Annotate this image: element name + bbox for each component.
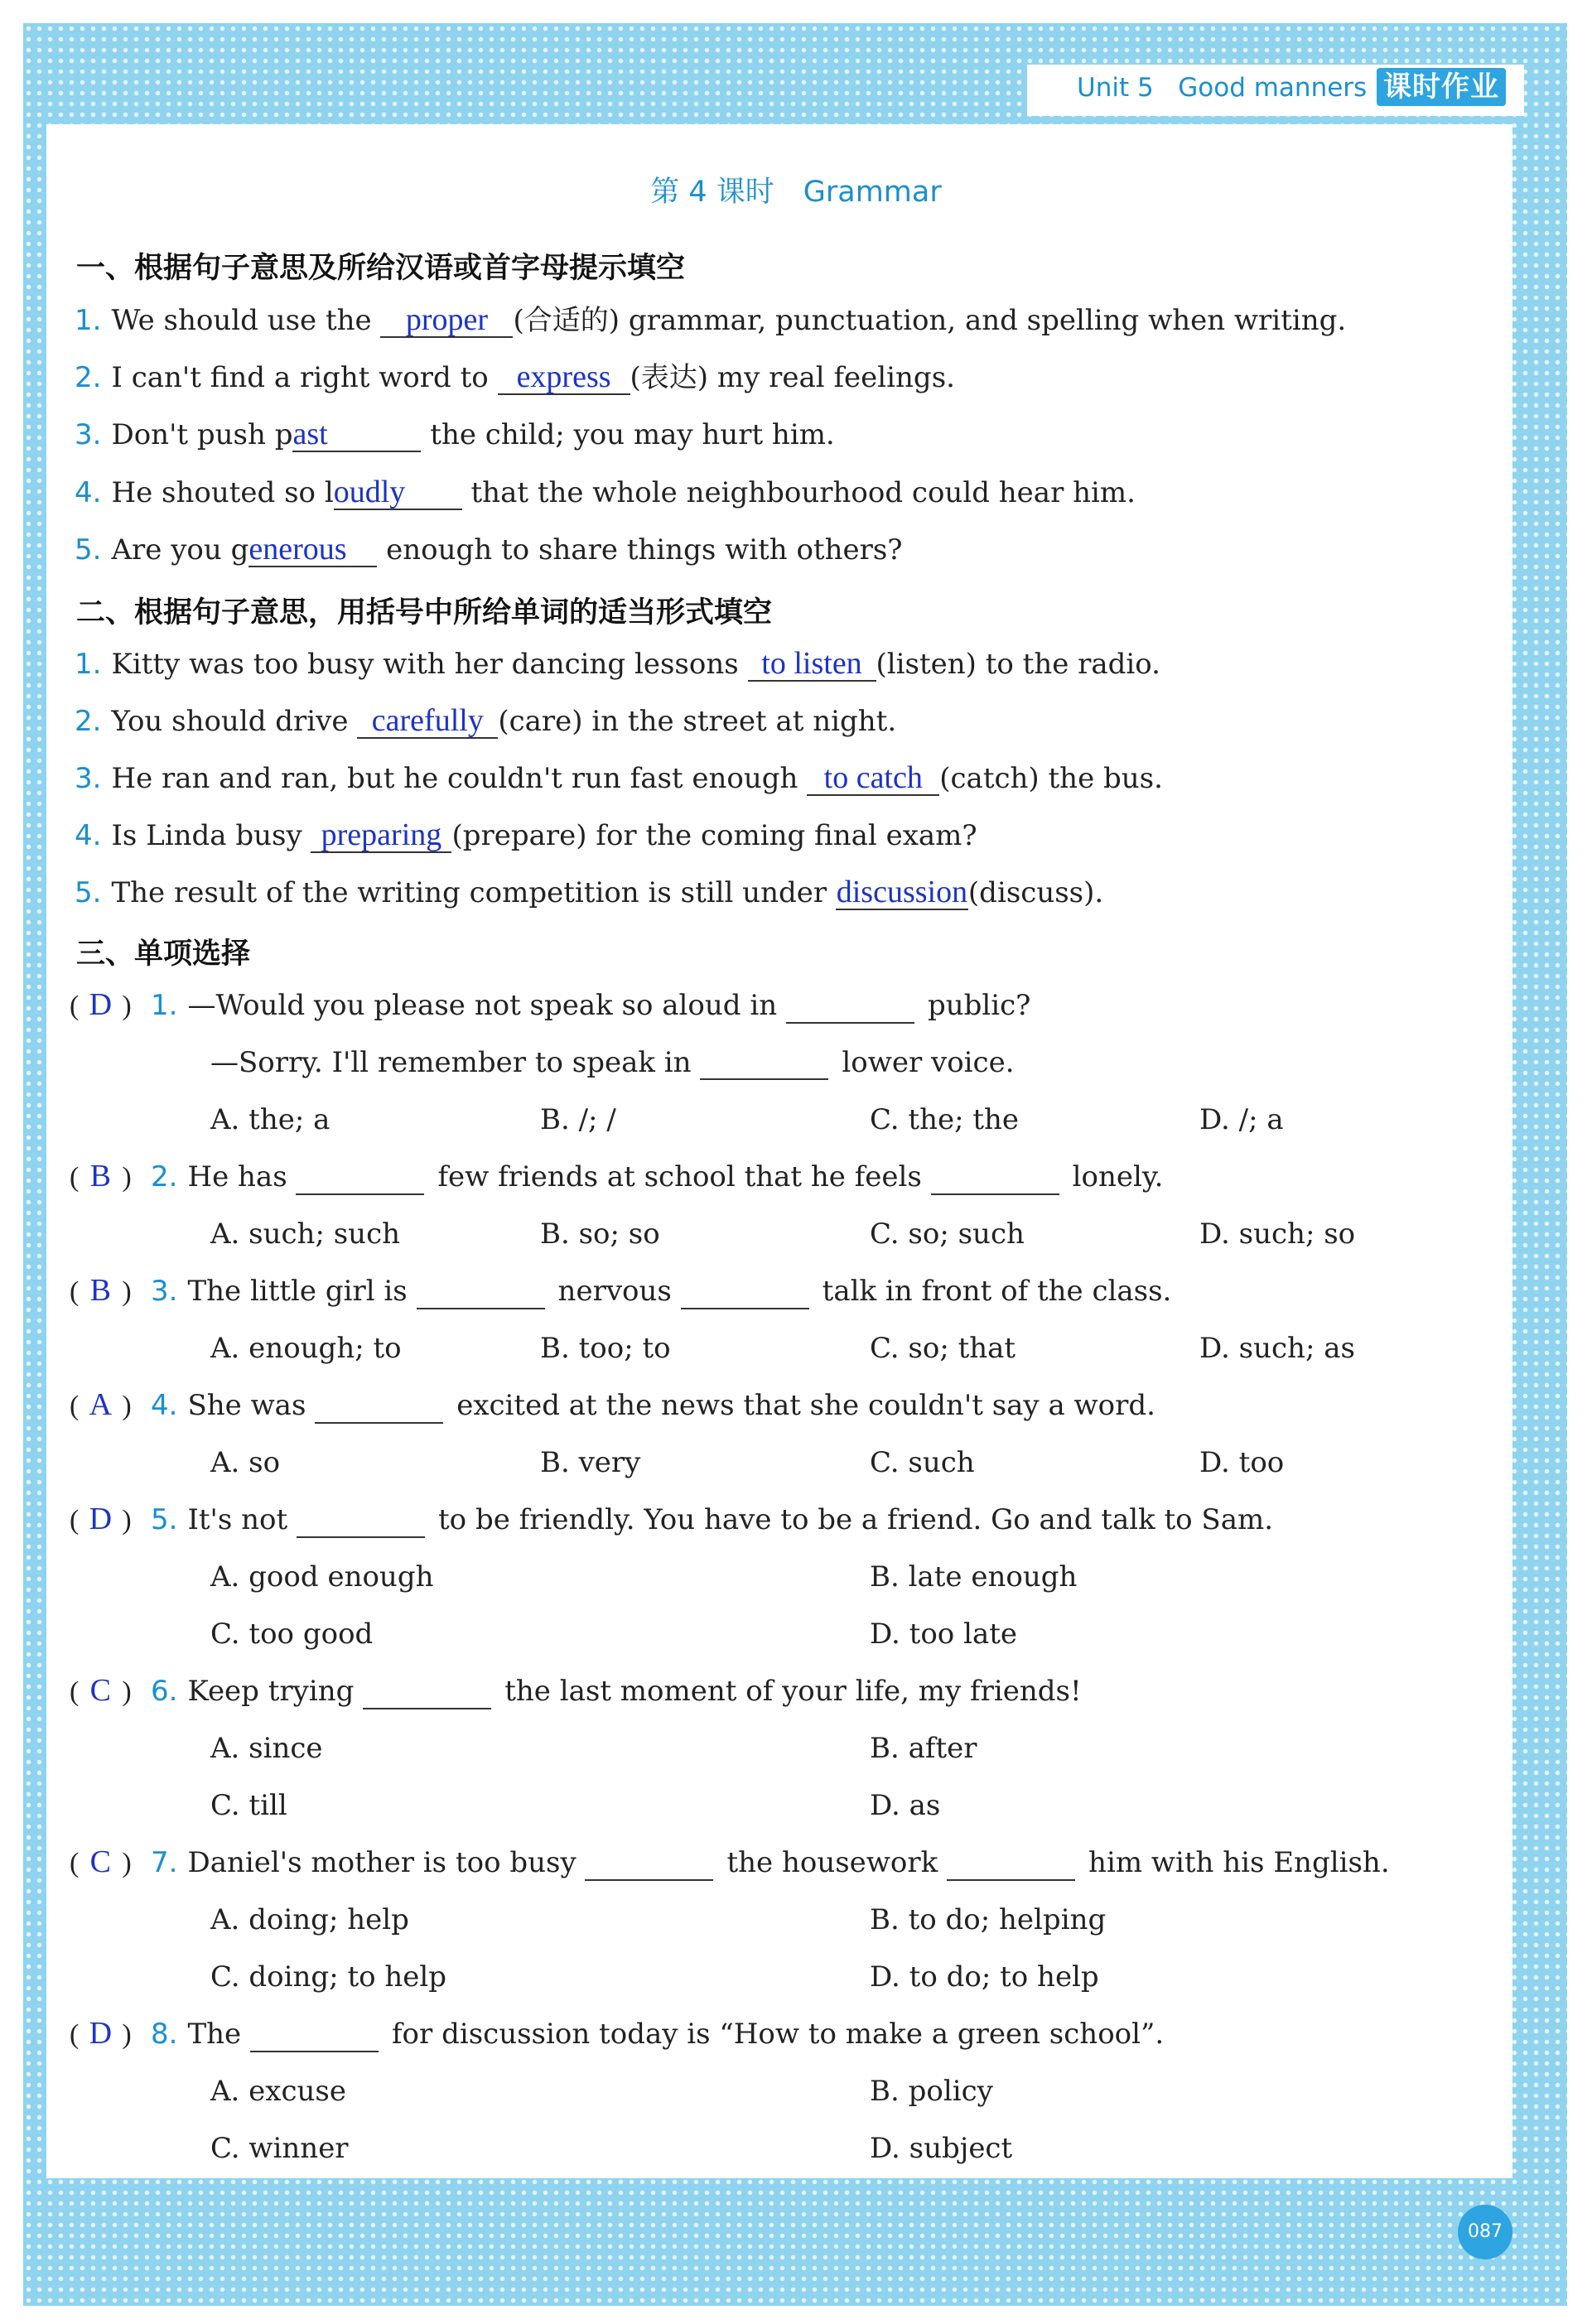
handwritten-answer: to catch	[823, 760, 923, 795]
mcq-question-4	[70, 1388, 1155, 1424]
option-a[interactable]: A. enough; to	[210, 1332, 402, 1365]
answer-blank[interactable]	[700, 1045, 828, 1080]
question-number: 1.	[75, 648, 102, 681]
question-text: We should use the	[111, 304, 381, 337]
question-text: few friends at school that he feels	[437, 1160, 931, 1193]
answer-blank[interactable]	[836, 875, 968, 910]
handwritten-answer: B	[89, 1159, 111, 1193]
question-text: nervous	[557, 1275, 681, 1308]
handwritten-answer: D	[89, 987, 113, 1022]
answer-blank[interactable]	[947, 1846, 1075, 1881]
s1-question-2	[75, 360, 955, 395]
handwritten-answer: C	[89, 1844, 111, 1879]
answer-paren[interactable]: ( A )	[70, 1387, 132, 1422]
question-text: public?	[927, 989, 1031, 1022]
option-c[interactable]: C. so; such	[870, 1217, 1025, 1251]
question-text: Are you g	[111, 533, 249, 567]
question-text: (合适的) grammar, punctuation, and spelling when writing.	[513, 304, 1347, 337]
question-text: (care) in the street at night.	[498, 705, 897, 738]
mcq-question-8	[70, 2017, 1164, 2052]
question-text: talk in front of the class.	[822, 1275, 1172, 1308]
handwritten-answer: discussion	[836, 875, 968, 909]
mcq-question-7	[70, 1845, 1390, 1881]
question-text: Keep trying	[187, 1675, 364, 1708]
option-c[interactable]: C. doing; to help	[210, 1960, 447, 1994]
option-a[interactable]: A. good enough	[210, 1560, 434, 1594]
section-2-title: 二、根据句子意思，用括号中所给单词的适当形式填空	[76, 596, 773, 629]
answer-blank[interactable]	[786, 989, 914, 1024]
handwritten-answer: preparing	[321, 817, 442, 852]
mcq-question-6	[70, 1674, 1082, 1709]
answer-blank[interactable]	[380, 303, 513, 338]
question-number: 3.	[151, 1275, 178, 1308]
answer-blank[interactable]	[334, 475, 462, 510]
question-number: 3.	[75, 762, 102, 795]
question-text: She was	[187, 1389, 316, 1422]
unit-header	[1077, 73, 1367, 103]
question-number: 2.	[75, 705, 102, 738]
s2-question-5	[75, 875, 1103, 910]
question-number: 1.	[75, 304, 102, 337]
answer-paren[interactable]: ( D )	[70, 2016, 132, 2051]
handwritten-answer: D	[89, 1502, 113, 1536]
s2-question-3	[75, 761, 1163, 796]
handwritten-answer: to listen	[761, 646, 862, 681]
option-a[interactable]: A. the; a	[210, 1103, 330, 1136]
option-b[interactable]: B. very	[540, 1446, 641, 1479]
option-b[interactable]: B. after	[870, 1732, 977, 1765]
option-b[interactable]: B. so; so	[540, 1217, 660, 1251]
option-a[interactable]: A. so	[210, 1446, 281, 1479]
answer-blank[interactable]	[357, 704, 498, 739]
question-number: 4.	[75, 476, 102, 509]
handwritten-answer: C	[89, 1673, 111, 1708]
option-b[interactable]: B. to do; helping	[870, 1903, 1107, 1936]
question-text: the last moment of your life, my friends!	[504, 1675, 1082, 1708]
question-text: (prepare) for the coming final exam?	[451, 819, 977, 852]
mcq-question-1-line-2	[210, 1045, 1015, 1080]
answer-paren[interactable]: ( C )	[70, 1844, 132, 1879]
option-c[interactable]: C. too good	[210, 1618, 374, 1651]
option-d[interactable]: D. too late	[870, 1618, 1018, 1651]
question-text: the housework	[726, 1846, 948, 1879]
option-d[interactable]: D. subject	[870, 2132, 1013, 2165]
handwritten-answer: proper	[405, 302, 489, 337]
question-number: 4.	[75, 819, 102, 852]
option-d[interactable]: D. such; as	[1199, 1332, 1355, 1365]
question-number: 6.	[151, 1675, 178, 1708]
s1-question-4	[75, 475, 1136, 510]
option-b[interactable]: B. late enough	[870, 1560, 1078, 1594]
answer-blank[interactable]	[748, 647, 876, 682]
answer-paren[interactable]: ( D )	[70, 987, 132, 1022]
option-d[interactable]: D. such; so	[1199, 1217, 1356, 1251]
s2-question-4	[75, 818, 977, 853]
answer-blank[interactable]	[931, 1160, 1059, 1195]
handwritten-answer: ast	[292, 417, 328, 451]
question-text: (listen) to the radio.	[876, 648, 1160, 681]
handwritten-answer: express	[516, 359, 611, 394]
question-number: 3.	[75, 418, 102, 451]
mcq-question-1	[70, 988, 1030, 1024]
question-number: 7.	[151, 1846, 178, 1879]
option-d[interactable]: D. to do; to help	[870, 1960, 1099, 1994]
answer-blank[interactable]	[250, 2018, 379, 2052]
answer-blank[interactable]	[315, 1389, 443, 1424]
question-text: to be friendly. You have to be a friend. Go and talk to Sam.	[438, 1503, 1274, 1536]
s2-question-1	[75, 647, 1160, 682]
handwritten-answer: enerous	[248, 532, 347, 567]
option-b[interactable]: B. too; to	[540, 1332, 671, 1365]
question-text: I can't find a right word to	[111, 361, 498, 394]
page-number: 087	[1458, 2205, 1512, 2259]
option-d[interactable]: D. as	[870, 1789, 941, 1822]
question-text: enough to share things with others?	[377, 533, 903, 567]
handwritten-answer: oudly	[333, 475, 406, 509]
question-text: He ran and ran, but he couldn't run fast enough	[111, 762, 808, 795]
question-number: 5.	[75, 533, 102, 567]
brand-logo: 课时作业	[1377, 68, 1506, 106]
question-text: You should drive	[111, 705, 358, 738]
answer-blank[interactable]	[417, 1275, 545, 1309]
question-text: for discussion today is “How to make a green school”.	[391, 2018, 1165, 2051]
question-text: him with his English.	[1088, 1846, 1390, 1879]
answer-paren[interactable]: ( C )	[70, 1673, 132, 1708]
answer-paren[interactable]: ( D )	[70, 1502, 132, 1536]
answer-blank[interactable]	[363, 1675, 491, 1709]
question-text: The result of the writing competition is still under	[111, 876, 836, 909]
option-a[interactable]: A. excuse	[210, 2075, 346, 2108]
s1-question-1	[75, 303, 1346, 338]
handwritten-answer: A	[89, 1387, 113, 1422]
s1-question-3	[75, 417, 835, 452]
section-1-title: 一、根据句子意思及所给汉语或首字母提示填空	[76, 252, 686, 285]
question-number: 1.	[151, 989, 178, 1022]
handwritten-answer: carefully	[371, 703, 484, 738]
question-number: 8.	[151, 2018, 178, 2051]
question-text: He shouted so l	[111, 476, 334, 509]
question-number: 2.	[151, 1160, 178, 1193]
option-b[interactable]: B. /; /	[540, 1103, 616, 1136]
question-number: 4.	[151, 1389, 178, 1422]
mcq-question-2	[70, 1160, 1163, 1195]
section-3-title: 三、单项选择	[76, 938, 251, 971]
answer-blank[interactable]	[311, 818, 451, 853]
answer-blank[interactable]	[585, 1846, 713, 1881]
answer-blank[interactable]	[296, 1160, 424, 1195]
question-text: lower voice.	[842, 1046, 1015, 1079]
option-b[interactable]: B. policy	[870, 2075, 993, 2108]
question-text: excited at the news that she couldn't say a word.	[456, 1389, 1155, 1422]
question-number: 5.	[151, 1503, 178, 1536]
option-a[interactable]: A. such; such	[210, 1217, 401, 1251]
question-text: Kitty was too busy with her dancing lessons	[111, 648, 748, 681]
answer-blank[interactable]	[681, 1275, 809, 1309]
option-c[interactable]: C. such	[870, 1446, 975, 1479]
question-text: —Would you please not speak so aloud in	[187, 989, 786, 1022]
question-text: lonely.	[1072, 1160, 1164, 1193]
mcq-question-3	[70, 1274, 1171, 1309]
option-c[interactable]: C. the; the	[870, 1103, 1020, 1136]
mcq-question-5	[70, 1502, 1273, 1538]
s1-question-5	[75, 533, 903, 567]
unit-topic: Good manners	[1178, 73, 1368, 103]
s2-question-2	[75, 704, 896, 739]
answer-blank[interactable]	[498, 360, 630, 395]
question-text: (discuss).	[967, 876, 1104, 909]
handwritten-answer: B	[89, 1273, 111, 1308]
option-c[interactable]: C. so; that	[870, 1332, 1016, 1365]
question-text: Daniel's mother is too busy	[187, 1846, 586, 1879]
question-text: (表达) my real feelings.	[630, 361, 955, 394]
question-text: that the whole neighbourhood could hear him.	[461, 476, 1136, 509]
question-text: (catch) the bus.	[939, 762, 1163, 795]
answer-blank[interactable]	[807, 761, 939, 796]
question-text: —Sorry. I'll remember to speak in	[210, 1046, 701, 1079]
answer-blank[interactable]	[248, 533, 377, 567]
answer-blank[interactable]	[292, 417, 421, 452]
answer-blank[interactable]	[297, 1503, 425, 1538]
lesson-title: 第 4 课时 Grammar	[650, 176, 942, 209]
question-text: Is Linda busy	[111, 819, 311, 852]
option-c[interactable]: C. winner	[210, 2132, 349, 2165]
answer-paren[interactable]: ( B )	[70, 1273, 132, 1308]
handwritten-answer: D	[89, 2016, 113, 2051]
question-text: The	[187, 2018, 250, 2051]
unit-label: Unit 5	[1077, 73, 1154, 103]
question-number: 2.	[75, 361, 102, 394]
option-a[interactable]: A. doing; help	[210, 1903, 409, 1936]
question-text: the child; you may hurt him.	[421, 418, 835, 451]
question-text: The little girl is	[187, 1275, 417, 1308]
question-text: It's not	[187, 1503, 297, 1536]
question-text: He has	[187, 1160, 297, 1193]
option-a[interactable]: A. since	[210, 1732, 323, 1765]
question-number: 5.	[75, 876, 102, 909]
option-c[interactable]: C. till	[210, 1789, 287, 1822]
option-d[interactable]: D. /; a	[1199, 1103, 1284, 1136]
question-text: Don't push p	[111, 418, 293, 451]
option-d[interactable]: D. too	[1199, 1446, 1285, 1479]
answer-paren[interactable]: ( B )	[70, 1159, 132, 1193]
